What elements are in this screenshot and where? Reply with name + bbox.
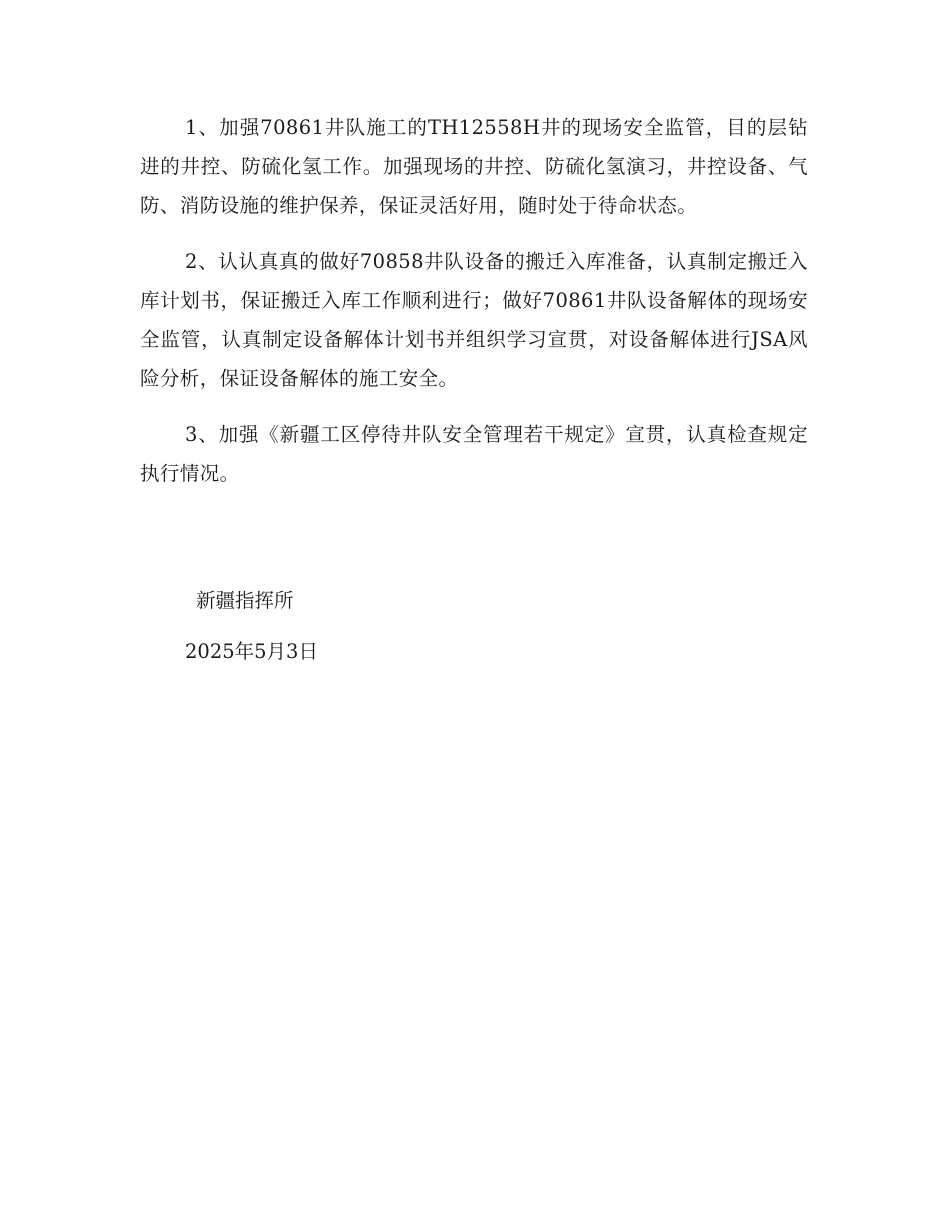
document-body: [140, 108, 808, 510]
paragraph-1: 1、加强70861井队施工的TH12558H井的现场安全监管，目的层钻进的井控、防硫化氢工作。加强现场的井控、防硫化氢演习，井控设备、气防、消防设施的维护保养，保证灵活好用，随时处于待命状态。: [140, 116, 808, 217]
signature-org: 新疆指挥所: [196, 589, 294, 612]
paragraph-3: 3、加强《新疆工区停待井队安全管理若干规定》宣贯，认真检查规定执行情况。: [140, 423, 808, 485]
paragraph-2: 2、认认真真的做好70858井队设备的搬迁入库准备，认真制定搬迁入库计划书，保证搬迁入库工作顺利进行；做好70861井队设备解体的现场安全监管，认真制定设备解体计划书并组织学习宣贯，对设备解体进行JSA风险分析，保证设备解体的施工安全。: [140, 250, 808, 390]
document-date: 2025年5月3日: [185, 640, 318, 663]
